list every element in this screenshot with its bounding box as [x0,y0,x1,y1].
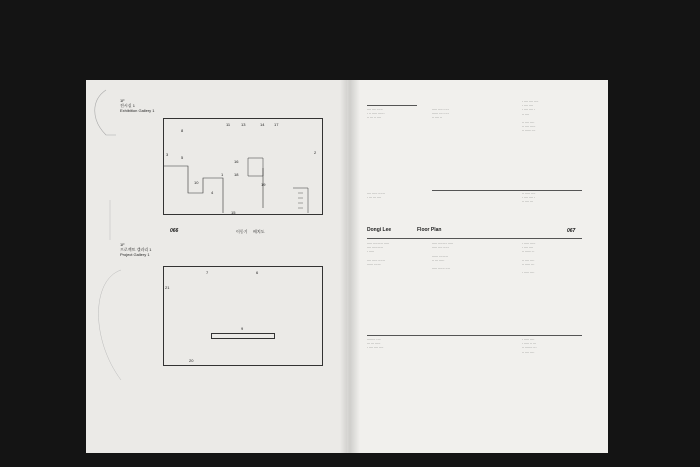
plan2-num: 21 [165,285,170,290]
table-rule [432,190,582,191]
plan1-num: 16 [234,159,239,164]
page-number-left: 066 [170,228,179,234]
book-spread [86,80,608,453]
plan1-num: 17 [274,122,279,127]
table-rule [367,105,417,106]
book-gutter [340,80,360,453]
text-column: · ····· ····· · ···· ···· ·· ······ ·· ·· ···· ···· ·· ····· ··· · ····· ···· [522,242,536,276]
plan1-num: 5 [181,155,184,160]
section2-title-ko: 프로젝트 갤러리 1 [120,247,152,252]
plan1-num: 14 [260,122,265,127]
plan1-num: 19 [261,182,266,187]
plan1-walls [163,118,321,213]
plan1-num: 11 [226,122,231,127]
text-column: · ···· ···· ···· · ···· ···· · ···· ···· · ·· ···· ·· ···· ···· ·· ···· ····· ·· ······ ··· [522,100,539,134]
text-column: ········ ···· ··· ··· ····· · ···· ···· ···· [367,338,384,351]
plan1-num: 13 [241,122,246,127]
plan1-num: 3 [166,152,169,157]
right-page [347,80,608,453]
section2-title-en: Project Gallery 1 [120,252,150,257]
text-column: ····· ········· ····· ···· ·········· · ····· ···· ····· ······ ······ ······ [367,242,389,268]
text-column: ····· ····· ···· ······ ···· ···· ·· ···· ·· [432,108,449,121]
text-column: ·· ····· ···· · ···· ···· · ·· ···· ··· [522,192,536,205]
text-column: ····· ········ ····· ····· ···· ····· ······ ········ ·· ··· ····· ····· ······ ···· [432,242,453,272]
table-rule [367,238,582,239]
section1-title-ko: 전시실 1 [120,103,135,108]
text-column: ···· ····· ······ · ··· ··· ···· [367,192,385,201]
left-page [86,80,350,453]
floor-plan-project-gallery-1 [163,266,323,366]
plan2-num: 7 [206,270,209,275]
footer-left-author: 이동기 [236,229,248,234]
plan1-num: 4 [211,190,214,195]
text-column: ···· ···· ····· · ·· ····· ······ ·· ··· ·· ···· [367,108,385,121]
plan1-num: 8 [181,128,184,133]
plan1-num: 18 [234,172,239,177]
plan1-num: 1 [221,172,224,177]
plan1-num: 2 [314,150,317,155]
plan2-bench [211,333,275,339]
footer-right-author: Dongi Lee [367,227,392,233]
plan2-num: 20 [189,358,194,363]
footer-right-title: Floor Plan [417,227,442,233]
section1-floor: 1F [120,98,125,103]
table-rule [367,335,582,336]
section1-title-en: Exhibition Gallery 1 [120,108,155,113]
text-column: · ····· ···· · ····· ·· ··· ·· ······· ··· ·· ···· ···· [522,338,537,355]
section2-floor: 1F [120,242,125,247]
plan2-num: 6 [256,270,259,275]
page-fold-shape [86,80,126,453]
footer-left-title: 배치도 [253,229,265,234]
plan1-num: 15 [231,210,236,215]
page-number-right: 067 [567,228,576,234]
plan1-num: 10 [194,180,199,185]
plan2-num: 9 [241,326,244,331]
